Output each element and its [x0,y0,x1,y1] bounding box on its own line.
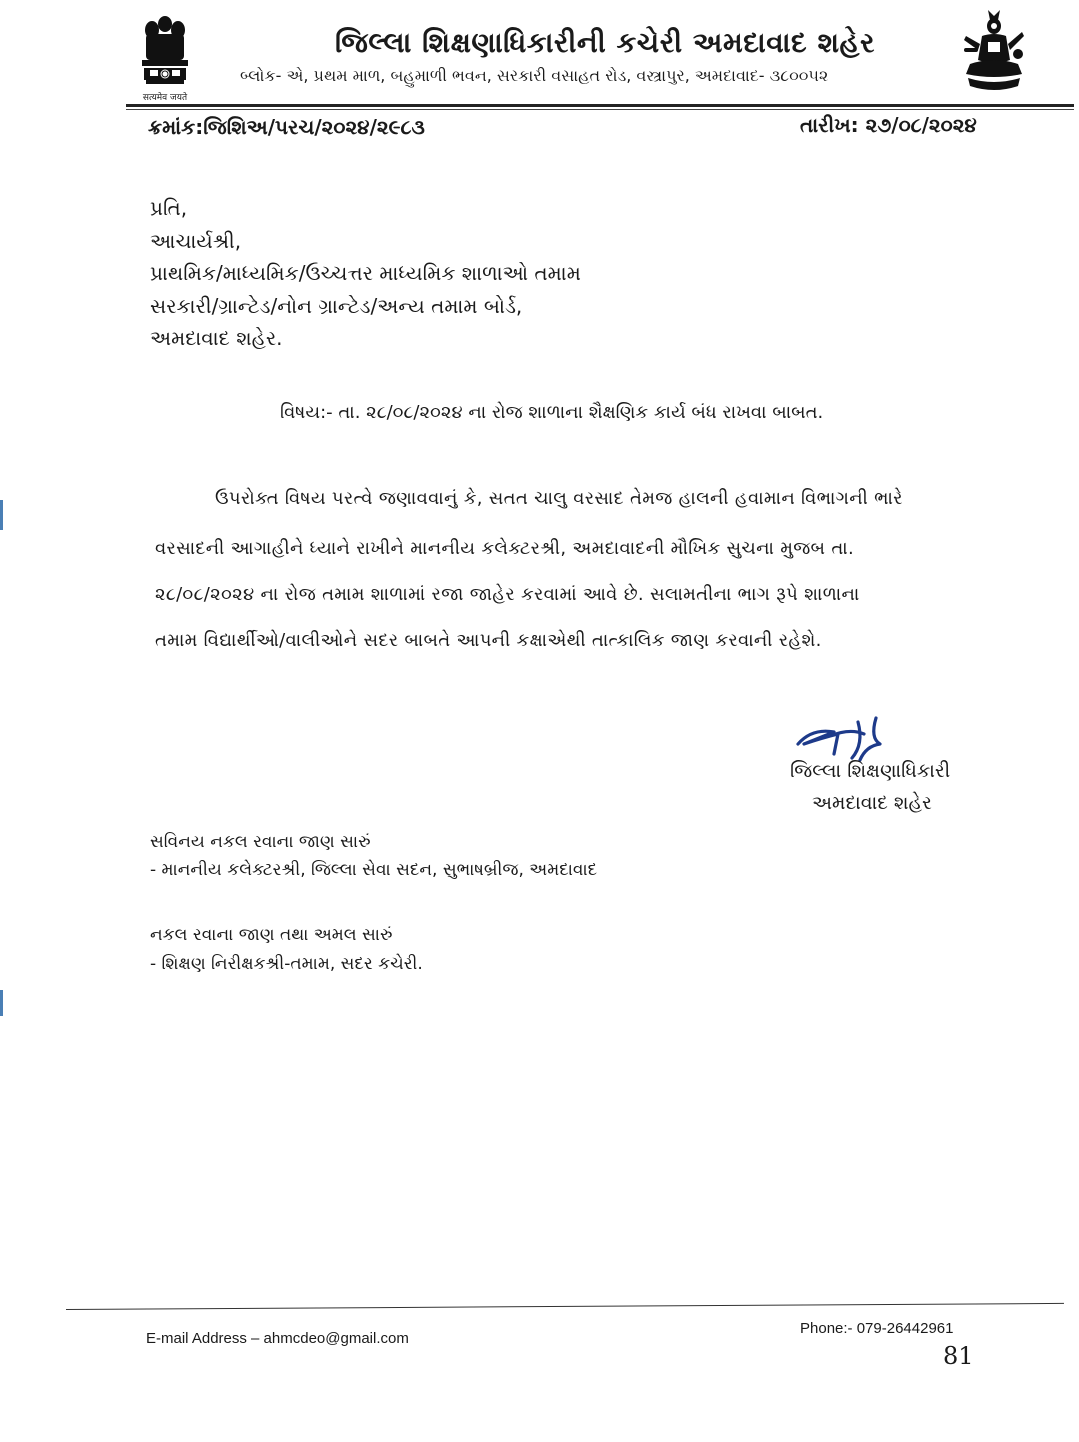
header-divider-thin [126,109,1074,110]
footer-phone: Phone:- 079-26442961 [800,1320,954,1337]
office-title: જિલ્લા શિક્ષણાધિકારીની કચેરી અમદાવાદ શહેર [335,26,875,59]
footer-divider [66,1303,1064,1310]
goddess-saraswati-icon [958,8,1030,94]
body-line: ૨૮/૦૮/૨૦૨૪ ના રોજ તમામ શાળામાં રજા જાહેર કરવામાં આવે છે. સલામતીના ભાગ રૂપે શાળાના [155,584,860,605]
signatory-place: અમદાવાદ શહેર [812,792,932,814]
scan-edge-mark [0,500,3,530]
emblem-motto: सत्यमेव जयते [142,93,188,103]
signatory-title: જિલ્લા શિક્ષણાધિકારી [790,760,951,782]
handwritten-signature [794,714,894,764]
office-address: બ્લોક- એ, પ્રથમ માળ, બહુમાળી ભવન, સરકારી વસાહત રોડ, વસ્ત્રાપુર, અમદાવાદ- ૩૮૦૦૫૨ [240,66,829,85]
copy-to-heading: નકલ રવાના જાણ તથા અમલ સારું [150,925,393,945]
page-number: 81 [943,1342,974,1370]
addressee-line: પ્રતિ, [150,196,188,220]
header-divider [126,104,1074,107]
national-emblem-logo [132,10,198,106]
addressee-line: પ્રાથમિક/માધ્યમિક/ઉચ્ચત્તર માધ્યમિક શાળાઓ તમામ [150,261,581,285]
scan-edge-mark [0,990,3,1016]
saraswati-emblem-logo [958,8,1030,94]
reference-number: ક્રમાંક:જિશિઅ/પરચ/૨૦૨૪/૨૯૮૩ [148,115,425,139]
body-line: તમામ વિદ્યાર્થીઓ/વાલીઓને સદર બાબતે આપની કક્ષાએથી તાત્કાલિક જાણ કરવાની રહેશે. [155,630,822,651]
lion-capital-icon [132,10,198,90]
addressee-line: આચાર્યશ્રી, [150,229,242,253]
copy-to-recipient: - માનનીય કલેક્ટરશ્રી, જિલ્લા સેવા સદન, સુભાષબ્રીજ, અમદાવાદ [150,860,598,880]
addressee-line: અમદાવાદ શહેર. [150,326,283,350]
copy-to-recipient: - શિક્ષણ નિરીક્ષકશ્રી-તમામ, સદર કચેરી. [150,954,423,974]
body-line: ઉપરોક્ત વિષય પરત્વે જણાવવાનું કે, સતત ચાલુ વરસાદ તેમજ હાલની હવામાન વિભાગની ભારે [215,488,903,509]
footer-email: E-mail Address – ahmcdeo@gmail.com [146,1330,409,1347]
copy-to-heading: સવિનય નકલ રવાના જાણ સારું [150,832,371,852]
letter-subject: વિષય:- તા. ૨૮/૦૮/૨૦૨૪ ના રોજ શાળાના શૈક્ષણિક કાર્ય બંધ રાખવા બાબત. [280,402,824,423]
reference-date: તારીખ: ૨૭/૦૮/૨૦૨૪ [800,113,977,137]
body-line: વરસાદની આગાહીને ધ્યાને રાખીને માનનીય કલેક્ટરશ્રી, અમદાવાદની મૌખિક સુચના મુજબ તા. [155,538,854,559]
addressee-line: સરકારી/ગ્રાન્ટેડ/નોન ગ્રાન્ટેડ/અન્ય તમામ બોર્ડ, [150,294,523,318]
